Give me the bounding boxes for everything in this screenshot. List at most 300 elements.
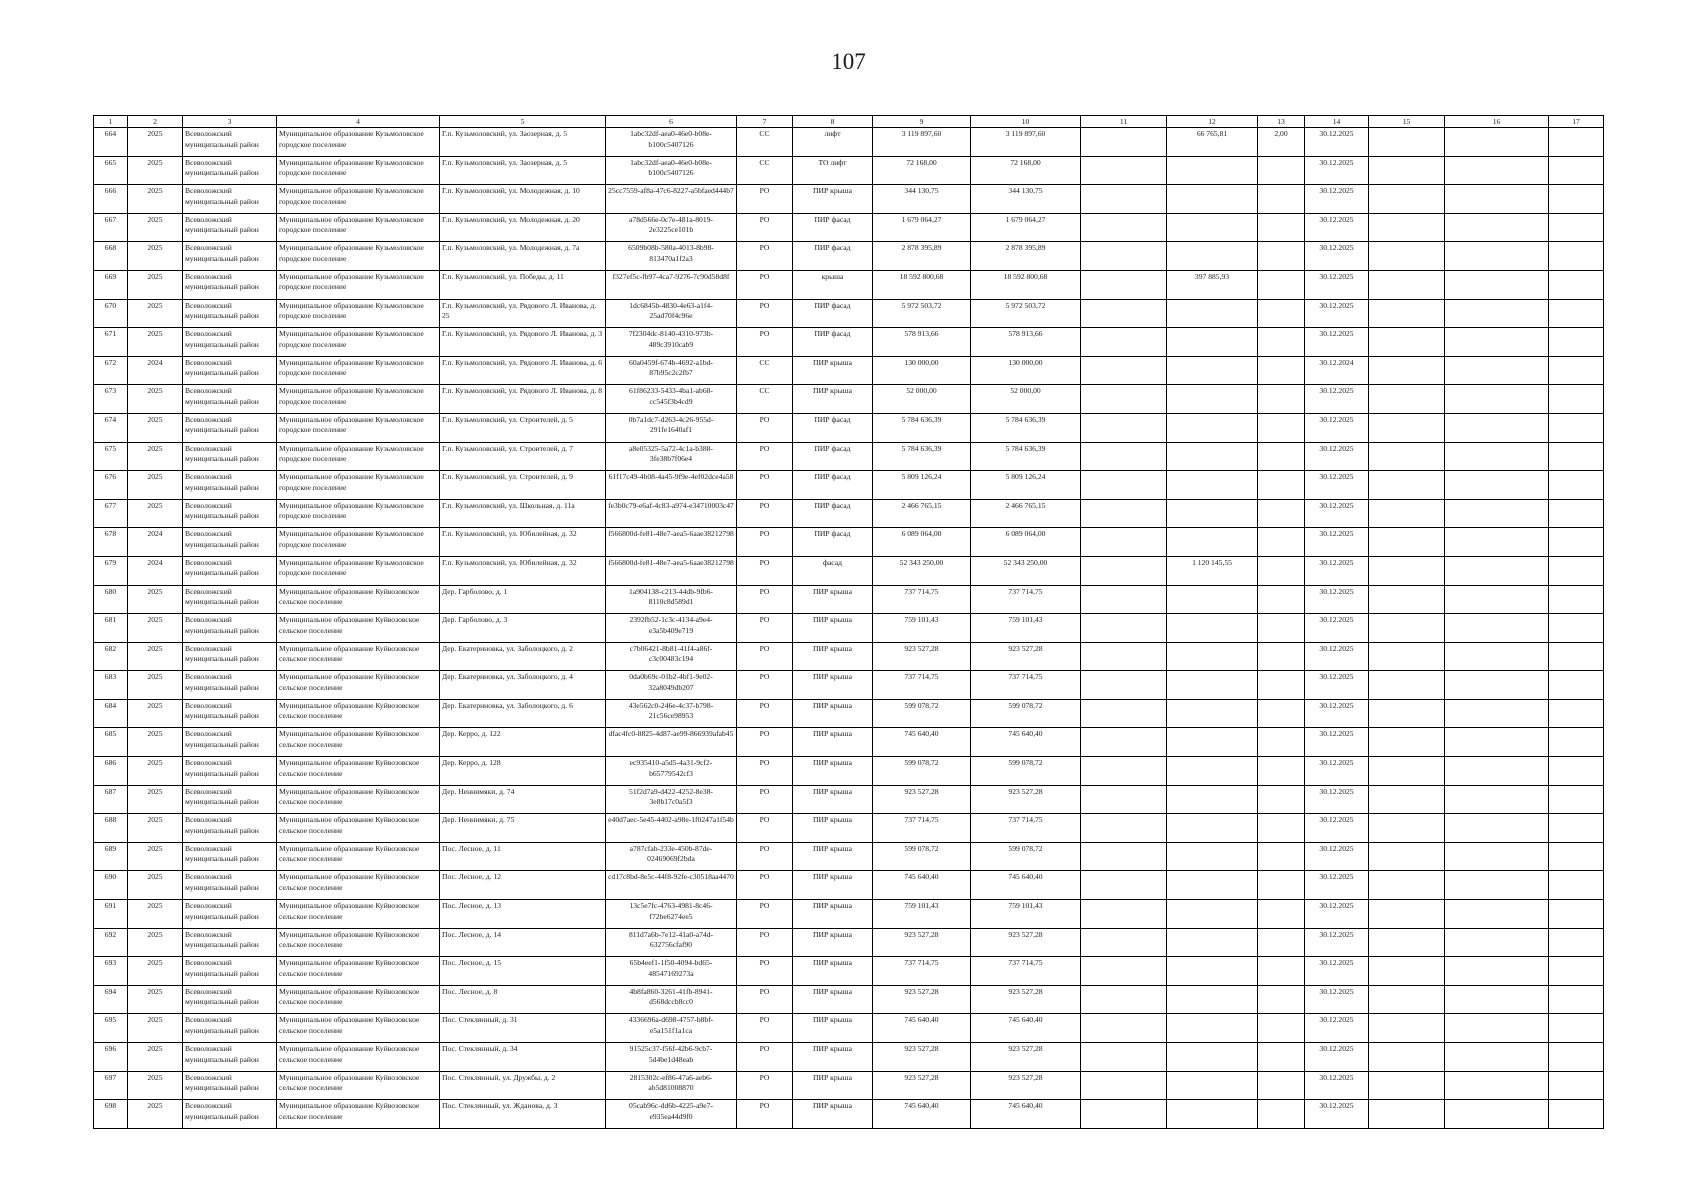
col-16-cell	[1445, 985, 1549, 1014]
house-guid-cell: 7f2304dc-8140-4310-973b-489c3910cab9	[606, 328, 737, 357]
total-cost-cell: 52 000,00	[873, 385, 971, 414]
total-cost-cell: 737 714,75	[873, 814, 971, 843]
col-11-cell	[1081, 871, 1167, 900]
deadline-cell: 30.12.2025	[1305, 985, 1369, 1014]
municipality-cell: Муниципальное образование Куйвозовское сельское поселение	[277, 871, 440, 900]
fund-cost-cell: 923 527,28	[971, 642, 1081, 671]
col-15-cell	[1369, 556, 1445, 585]
house-guid-cell: 1abc32df-aea0-46e0-b08e-b100c5407126	[606, 156, 737, 185]
fund-cost-cell: 52 343 250,00	[971, 556, 1081, 585]
deadline-cell: 30.12.2025	[1305, 328, 1369, 357]
col-12-cell	[1167, 499, 1258, 528]
year-cell: 2025	[128, 385, 183, 414]
district-cell: Всеволожский муниципальный район	[183, 671, 277, 700]
year-cell: 2024	[128, 528, 183, 557]
col-16-cell	[1445, 156, 1549, 185]
col-15-cell	[1369, 671, 1445, 700]
col-11-cell	[1081, 842, 1167, 871]
col-13-cell	[1258, 957, 1305, 986]
work-type-cell: ПИР крыша	[793, 1071, 873, 1100]
deadline-cell: 30.12.2025	[1305, 785, 1369, 814]
header-cell: 17	[1549, 116, 1604, 128]
total-cost-cell: 5 809 126,24	[873, 471, 971, 500]
municipality-cell: Муниципальное образование Куйвозовское сельское поселение	[277, 642, 440, 671]
col-15-cell	[1369, 1043, 1445, 1072]
program-type-cell: РО	[737, 471, 793, 500]
table-row	[94, 928, 1604, 957]
col-17-cell	[1549, 928, 1604, 957]
table-row	[94, 871, 1604, 900]
house-guid-cell: 0b7a1dc7-d263-4c26-955d-291fe1640af1	[606, 413, 737, 442]
col-15-cell	[1369, 614, 1445, 643]
table-row	[94, 270, 1604, 299]
row-number-cell: 683	[94, 671, 128, 700]
col-11-cell	[1081, 614, 1167, 643]
col-15-cell	[1369, 957, 1445, 986]
work-type-cell: ПИР крыша	[793, 957, 873, 986]
row-number-cell: 693	[94, 957, 128, 986]
col-12-cell	[1167, 242, 1258, 271]
house-guid-cell: 61f86233-5433-4ba1-ab68-cc545f3b4cd9	[606, 385, 737, 414]
col-17-cell	[1549, 1100, 1604, 1129]
total-cost-cell: 745 640,40	[873, 1014, 971, 1043]
col-11-cell	[1081, 1043, 1167, 1072]
col-11-cell	[1081, 471, 1167, 500]
house-guid-cell: c7b06421-8b81-41f4-a86f-c3c00483c194	[606, 642, 737, 671]
header-cell: 5	[440, 116, 606, 128]
work-type-cell: ПИР фасад	[793, 328, 873, 357]
fund-cost-cell: 759 101,43	[971, 900, 1081, 929]
col-13-cell	[1258, 1014, 1305, 1043]
year-cell: 2025	[128, 585, 183, 614]
municipality-cell: Муниципальное образование Куйвозовское сельское поселение	[277, 757, 440, 786]
address-cell: Г.п. Кузьмоловский, ул. Заозерная, д. 5	[440, 156, 606, 185]
table-row	[94, 1100, 1604, 1129]
table-row	[94, 213, 1604, 242]
table-row	[94, 1014, 1604, 1043]
col-12-cell	[1167, 757, 1258, 786]
col-17-cell	[1549, 242, 1604, 271]
col-17-cell	[1549, 1071, 1604, 1100]
house-guid-cell: 05cab96c-dd6b-4225-a9e7-e935ea44d9f0	[606, 1100, 737, 1129]
col-16-cell	[1445, 299, 1549, 328]
deadline-cell: 30.12.2024	[1305, 356, 1369, 385]
deadline-cell: 30.12.2025	[1305, 757, 1369, 786]
total-cost-cell: 18 592 800,68	[873, 270, 971, 299]
table-row	[94, 528, 1604, 557]
row-number-cell: 692	[94, 928, 128, 957]
col-11-cell	[1081, 671, 1167, 700]
col-11-cell	[1081, 528, 1167, 557]
col-15-cell	[1369, 385, 1445, 414]
municipality-cell: Муниципальное образование Кузьмоловское городское поселение	[277, 328, 440, 357]
col-17-cell	[1549, 413, 1604, 442]
program-type-cell: РО	[737, 1043, 793, 1072]
house-guid-cell: dfac4fc0-8825-4d87-ae99-866939afab45	[606, 728, 737, 757]
header-cell: 2	[128, 116, 183, 128]
address-cell: Г.п. Кузьмоловский, ул. Рядового Л. Иванова, д. 3	[440, 328, 606, 357]
year-cell: 2025	[128, 499, 183, 528]
col-12-cell	[1167, 1043, 1258, 1072]
total-cost-cell: 923 527,28	[873, 1071, 971, 1100]
address-cell: Дер. Екатериновка, ул. Заболоцкого, д. 6	[440, 699, 606, 728]
fund-cost-cell: 745 640,40	[971, 1014, 1081, 1043]
municipality-cell: Муниципальное образование Куйвозовское сельское поселение	[277, 1071, 440, 1100]
district-cell: Всеволожский муниципальный район	[183, 614, 277, 643]
fund-cost-cell: 737 714,75	[971, 585, 1081, 614]
total-cost-cell: 923 527,28	[873, 928, 971, 957]
fund-cost-cell: 759 101,43	[971, 614, 1081, 643]
deadline-cell: 30.12.2025	[1305, 957, 1369, 986]
year-cell: 2025	[128, 671, 183, 700]
district-cell: Всеволожский муниципальный район	[183, 413, 277, 442]
total-cost-cell: 578 913,66	[873, 328, 971, 357]
program-type-cell: РО	[737, 842, 793, 871]
district-cell: Всеволожский муниципальный район	[183, 642, 277, 671]
deadline-cell: 30.12.2025	[1305, 1043, 1369, 1072]
col-13-cell	[1258, 757, 1305, 786]
deadline-cell: 30.12.2025	[1305, 614, 1369, 643]
year-cell: 2025	[128, 270, 183, 299]
program-type-cell: РО	[737, 728, 793, 757]
total-cost-cell: 3 119 897,60	[873, 128, 971, 157]
work-type-cell: ПИР фасад	[793, 499, 873, 528]
total-cost-cell: 923 527,28	[873, 1043, 971, 1072]
program-type-cell: РО	[737, 785, 793, 814]
header-cell: 6	[606, 116, 737, 128]
year-cell: 2025	[128, 185, 183, 214]
deadline-cell: 30.12.2025	[1305, 1014, 1369, 1043]
house-guid-cell: 1a904138-c213-44db-9fb6-8110c8d589d1	[606, 585, 737, 614]
deadline-cell: 30.12.2025	[1305, 442, 1369, 471]
header-cell: 15	[1369, 116, 1445, 128]
fund-cost-cell: 5 784 636,39	[971, 413, 1081, 442]
district-cell: Всеволожский муниципальный район	[183, 871, 277, 900]
header-cell: 8	[793, 116, 873, 128]
fund-cost-cell: 923 527,28	[971, 985, 1081, 1014]
row-number-cell: 685	[94, 728, 128, 757]
row-number-cell: 694	[94, 985, 128, 1014]
fund-cost-cell: 578 913,66	[971, 328, 1081, 357]
work-type-cell: лифт	[793, 128, 873, 157]
address-cell: Г.п. Кузьмоловский, ул. Строителей, д. 5	[440, 413, 606, 442]
work-type-cell: ПИР крыша	[793, 928, 873, 957]
house-guid-cell: 91525c37-f56f-42b6-9cb7-5d4be1d48eab	[606, 1043, 737, 1072]
col-17-cell	[1549, 785, 1604, 814]
district-cell: Всеволожский муниципальный район	[183, 356, 277, 385]
total-cost-cell: 745 640,40	[873, 871, 971, 900]
total-cost-cell: 923 527,28	[873, 642, 971, 671]
col-17-cell	[1549, 985, 1604, 1014]
fund-cost-cell: 737 714,75	[971, 814, 1081, 843]
address-cell: Г.п. Кузьмоловский, ул. Юбилейная, д. 32	[440, 556, 606, 585]
municipality-cell: Муниципальное образование Куйвозовское сельское поселение	[277, 900, 440, 929]
col-12-cell	[1167, 585, 1258, 614]
house-guid-cell: 61f17c49-4b08-4a45-9f9e-4ef02dce4a58	[606, 471, 737, 500]
col-13-cell	[1258, 728, 1305, 757]
work-type-cell: ПИР фасад	[793, 413, 873, 442]
col-17-cell	[1549, 900, 1604, 929]
col-16-cell	[1445, 814, 1549, 843]
municipality-cell: Муниципальное образование Кузьмоловское городское поселение	[277, 442, 440, 471]
row-number-cell: 687	[94, 785, 128, 814]
deadline-cell: 30.12.2025	[1305, 499, 1369, 528]
program-type-cell: СС	[737, 385, 793, 414]
col-16-cell	[1445, 471, 1549, 500]
col-17-cell	[1549, 1043, 1604, 1072]
col-17-cell	[1549, 1014, 1604, 1043]
address-cell: Г.п. Кузьмоловский, ул. Заозерная, д. 5	[440, 128, 606, 157]
total-cost-cell: 1 679 064,27	[873, 213, 971, 242]
house-guid-cell: a8e05325-5a72-4c1a-b388-3fe38b7f06e4	[606, 442, 737, 471]
table-row	[94, 642, 1604, 671]
col-13-cell	[1258, 299, 1305, 328]
total-cost-cell: 52 343 250,00	[873, 556, 971, 585]
district-cell: Всеволожский муниципальный район	[183, 757, 277, 786]
municipality-cell: Муниципальное образование Кузьмоловское городское поселение	[277, 242, 440, 271]
total-cost-cell: 2 466 765,15	[873, 499, 971, 528]
address-cell: Пос. Лесное, д. 14	[440, 928, 606, 957]
page-number: 107	[831, 49, 866, 74]
fund-cost-cell: 2 466 765,15	[971, 499, 1081, 528]
table-row	[94, 156, 1604, 185]
house-guid-cell: 1abc32df-aea0-46e0-b08e-b100c5407126	[606, 128, 737, 157]
work-type-cell: ПИР крыша	[793, 842, 873, 871]
col-16-cell	[1445, 642, 1549, 671]
district-cell: Всеволожский муниципальный район	[183, 128, 277, 157]
col-12-cell	[1167, 1100, 1258, 1129]
col-12-cell	[1167, 985, 1258, 1014]
col-12-cell	[1167, 957, 1258, 986]
col-16-cell	[1445, 356, 1549, 385]
address-cell: Г.п. Кузьмоловский, ул. Победы, д. 11	[440, 270, 606, 299]
total-cost-cell: 759 101,43	[873, 614, 971, 643]
district-cell: Всеволожский муниципальный район	[183, 185, 277, 214]
deadline-cell: 30.12.2025	[1305, 185, 1369, 214]
col-17-cell	[1549, 757, 1604, 786]
program-type-cell: РО	[737, 499, 793, 528]
district-cell: Всеволожский муниципальный район	[183, 471, 277, 500]
col-13-cell	[1258, 1043, 1305, 1072]
table-row	[94, 757, 1604, 786]
col-15-cell	[1369, 728, 1445, 757]
deadline-cell: 30.12.2025	[1305, 156, 1369, 185]
program-type-cell: РО	[737, 328, 793, 357]
col-17-cell	[1549, 128, 1604, 157]
col-17-cell	[1549, 328, 1604, 357]
col-13-cell	[1258, 928, 1305, 957]
col-13-cell	[1258, 842, 1305, 871]
col-11-cell	[1081, 985, 1167, 1014]
total-cost-cell: 759 101,43	[873, 900, 971, 929]
table-row	[94, 556, 1604, 585]
table-row	[94, 585, 1604, 614]
district-cell: Всеволожский муниципальный район	[183, 328, 277, 357]
work-type-cell: ПИР фасад	[793, 213, 873, 242]
row-number-cell: 676	[94, 471, 128, 500]
col-15-cell	[1369, 585, 1445, 614]
col-12-cell	[1167, 1071, 1258, 1100]
col-15-cell	[1369, 499, 1445, 528]
col-16-cell	[1445, 442, 1549, 471]
year-cell: 2025	[128, 213, 183, 242]
address-cell: Пос. Лесное, д. 13	[440, 900, 606, 929]
work-type-cell: ПИР крыша	[793, 185, 873, 214]
col-11-cell	[1081, 242, 1167, 271]
table-row	[94, 413, 1604, 442]
program-type-cell: СС	[737, 356, 793, 385]
municipality-cell: Муниципальное образование Кузьмоловское городское поселение	[277, 185, 440, 214]
row-number-cell: 680	[94, 585, 128, 614]
address-cell: Г.п. Кузьмоловский, ул. Рядового Л. Иванова, д. 8	[440, 385, 606, 414]
col-15-cell	[1369, 128, 1445, 157]
municipality-cell: Муниципальное образование Кузьмоловское городское поселение	[277, 299, 440, 328]
col-12-cell	[1167, 213, 1258, 242]
work-type-cell: ПИР крыша	[793, 642, 873, 671]
col-17-cell	[1549, 699, 1604, 728]
col-13-cell	[1258, 556, 1305, 585]
col-13-cell	[1258, 671, 1305, 700]
col-11-cell	[1081, 642, 1167, 671]
municipality-cell: Муниципальное образование Кузьмоловское городское поселение	[277, 471, 440, 500]
work-type-cell: ТО лифт	[793, 156, 873, 185]
house-guid-cell: 25cc7559-af8a-47c6-8227-a5bfaed444b7	[606, 185, 737, 214]
col-11-cell	[1081, 213, 1167, 242]
address-cell: Г.п. Кузьмоловский, ул. Молодежная, д. 7а	[440, 242, 606, 271]
col-16-cell	[1445, 928, 1549, 957]
year-cell: 2025	[128, 699, 183, 728]
col-16-cell	[1445, 614, 1549, 643]
house-guid-cell: f566800d-fe81-48e7-aea5-6aae38212798	[606, 528, 737, 557]
table-row	[94, 242, 1604, 271]
col-17-cell	[1549, 671, 1604, 700]
municipality-cell: Муниципальное образование Кузьмоловское городское поселение	[277, 556, 440, 585]
col-11-cell	[1081, 928, 1167, 957]
deadline-cell: 30.12.2025	[1305, 385, 1369, 414]
year-cell: 2025	[128, 928, 183, 957]
address-cell: Г.п. Кузьмоловский, ул. Строителей, д. 9	[440, 471, 606, 500]
header-cell: 4	[277, 116, 440, 128]
year-cell: 2025	[128, 1043, 183, 1072]
row-number-cell: 673	[94, 385, 128, 414]
col-16-cell	[1445, 242, 1549, 271]
fund-cost-cell: 599 078,72	[971, 699, 1081, 728]
col-12-cell	[1167, 385, 1258, 414]
work-type-cell: ПИР крыша	[793, 356, 873, 385]
col-13-cell	[1258, 413, 1305, 442]
col-16-cell	[1445, 1071, 1549, 1100]
col-13-cell	[1258, 785, 1305, 814]
deadline-cell: 30.12.2025	[1305, 1071, 1369, 1100]
program-type-cell: РО	[737, 242, 793, 271]
row-number-cell: 665	[94, 156, 128, 185]
program-type-cell: РО	[737, 299, 793, 328]
col-13-cell	[1258, 185, 1305, 214]
year-cell: 2025	[128, 1100, 183, 1129]
col-15-cell	[1369, 242, 1445, 271]
fund-cost-cell: 72 168,00	[971, 156, 1081, 185]
municipality-cell: Муниципальное образование Кузьмоловское городское поселение	[277, 499, 440, 528]
municipality-cell: Муниципальное образование Кузьмоловское городское поселение	[277, 128, 440, 157]
col-13-cell	[1258, 985, 1305, 1014]
col-17-cell	[1549, 728, 1604, 757]
municipality-cell: Муниципальное образование Куйвозовское сельское поселение	[277, 699, 440, 728]
row-number-cell: 696	[94, 1043, 128, 1072]
district-cell: Всеволожский муниципальный район	[183, 556, 277, 585]
total-cost-cell: 130 000,00	[873, 356, 971, 385]
col-12-cell: 397 885,93	[1167, 270, 1258, 299]
total-cost-cell: 5 784 636,39	[873, 442, 971, 471]
col-12-cell	[1167, 842, 1258, 871]
municipality-cell: Муниципальное образование Кузьмоловское городское поселение	[277, 528, 440, 557]
district-cell: Всеволожский муниципальный район	[183, 900, 277, 929]
deadline-cell: 30.12.2025	[1305, 528, 1369, 557]
district-cell: Всеволожский муниципальный район	[183, 156, 277, 185]
col-17-cell	[1549, 814, 1604, 843]
district-cell: Всеволожский муниципальный район	[183, 270, 277, 299]
address-cell: Дер. Гарболово, д. 3	[440, 614, 606, 643]
program-type-cell: РО	[737, 556, 793, 585]
house-guid-cell: f327ef5c-fb97-4ca7-9276-7c90d58d8f	[606, 270, 737, 299]
house-guid-cell: a78d566e-0c7e-481a-8019-2e3225ce101b	[606, 213, 737, 242]
total-cost-cell: 599 078,72	[873, 842, 971, 871]
header-cell: 9	[873, 116, 971, 128]
address-cell: Пос. Лесное, д. 15	[440, 957, 606, 986]
col-12-cell	[1167, 814, 1258, 843]
col-13-cell	[1258, 814, 1305, 843]
year-cell: 2025	[128, 1071, 183, 1100]
col-17-cell	[1549, 871, 1604, 900]
municipality-cell: Муниципальное образование Куйвозовское сельское поселение	[277, 842, 440, 871]
work-type-cell: ПИР крыша	[793, 985, 873, 1014]
header-cell: 11	[1081, 116, 1167, 128]
col-17-cell	[1549, 270, 1604, 299]
program-type-cell: РО	[737, 270, 793, 299]
table-row	[94, 328, 1604, 357]
district-cell: Всеволожский муниципальный район	[183, 985, 277, 1014]
col-15-cell	[1369, 785, 1445, 814]
col-12-cell	[1167, 442, 1258, 471]
municipality-cell: Муниципальное образование Кузьмоловское городское поселение	[277, 270, 440, 299]
fund-cost-cell: 130 000,00	[971, 356, 1081, 385]
fund-cost-cell: 923 527,28	[971, 1071, 1081, 1100]
address-cell: Пос. Стеклянный, д. 31	[440, 1014, 606, 1043]
house-guid-cell: 60a0459f-674b-4692-a1bd-87b95c2c2fb7	[606, 356, 737, 385]
year-cell: 2025	[128, 757, 183, 786]
work-type-cell: ПИР фасад	[793, 528, 873, 557]
fund-cost-cell: 737 714,75	[971, 957, 1081, 986]
district-cell: Всеволожский муниципальный район	[183, 299, 277, 328]
program-type-cell: РО	[737, 1071, 793, 1100]
col-15-cell	[1369, 185, 1445, 214]
deadline-cell: 30.12.2025	[1305, 128, 1369, 157]
fund-cost-cell: 737 714,75	[971, 671, 1081, 700]
table-row	[94, 785, 1604, 814]
col-12-cell	[1167, 356, 1258, 385]
deadline-cell: 30.12.2025	[1305, 928, 1369, 957]
total-cost-cell: 737 714,75	[873, 957, 971, 986]
program-type-cell: РО	[737, 1100, 793, 1129]
col-13-cell	[1258, 442, 1305, 471]
row-number-cell: 686	[94, 757, 128, 786]
district-cell: Всеволожский муниципальный район	[183, 499, 277, 528]
fund-cost-cell: 923 527,28	[971, 1043, 1081, 1072]
table-row	[94, 728, 1604, 757]
address-cell: Г.п. Кузьмоловский, ул. Рядового Л. Иванова, д. 6	[440, 356, 606, 385]
total-cost-cell: 745 640,40	[873, 1100, 971, 1129]
district-cell: Всеволожский муниципальный район	[183, 1014, 277, 1043]
municipality-cell: Муниципальное образование Куйвозовское сельское поселение	[277, 1100, 440, 1129]
